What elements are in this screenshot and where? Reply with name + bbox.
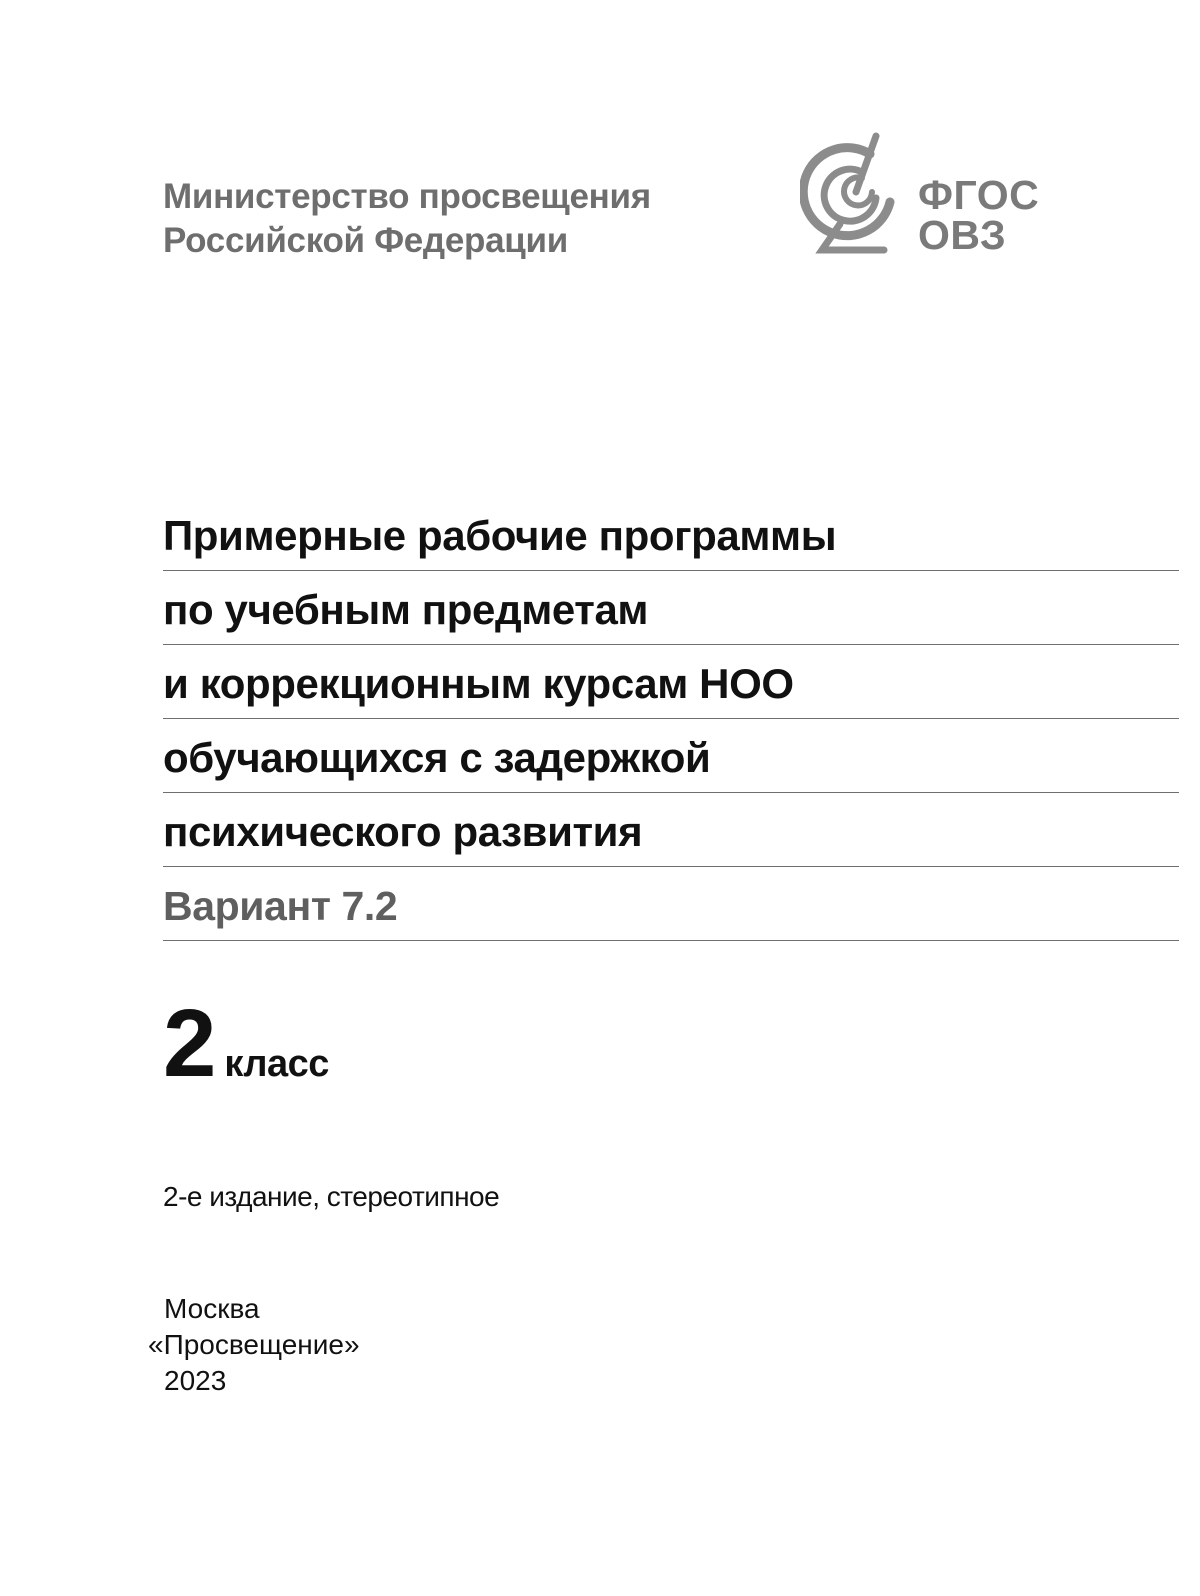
title-line-3: и коррекционным курсам НОО — [163, 645, 1179, 719]
grade-word: класс — [224, 1043, 329, 1085]
fgos-emblem-icon — [800, 132, 900, 258]
imprint-publisher: «Просвещение» — [148, 1329, 360, 1360]
title-line-1: Примерные рабочие программы — [163, 497, 1179, 571]
title-line-2: по учебным предметам — [163, 571, 1179, 645]
variant-label: Вариант 7.2 — [163, 867, 1179, 941]
edition-note: 2-е издание, стереотипное — [163, 1181, 500, 1212]
ministry-line-2: Российской Федерации — [163, 221, 568, 260]
title-line-5: психического развития — [163, 793, 1179, 867]
fgos-logo-text — [918, 172, 1040, 258]
ministry-line-1: Министерство просвещения — [163, 177, 651, 216]
title-line-4: обучающихся с задержкой — [163, 719, 1179, 793]
imprint — [148, 1291, 360, 1399]
ministry-name — [163, 175, 723, 263]
logo-line-1: ФГОС — [918, 172, 1040, 218]
grade-number: 2 — [163, 990, 215, 1097]
grade-label — [163, 990, 329, 1097]
book-title — [163, 497, 1179, 941]
logo-line-2: ОВЗ — [918, 212, 1007, 258]
imprint-city: Москва — [164, 1293, 260, 1324]
imprint-year: 2023 — [164, 1365, 227, 1396]
